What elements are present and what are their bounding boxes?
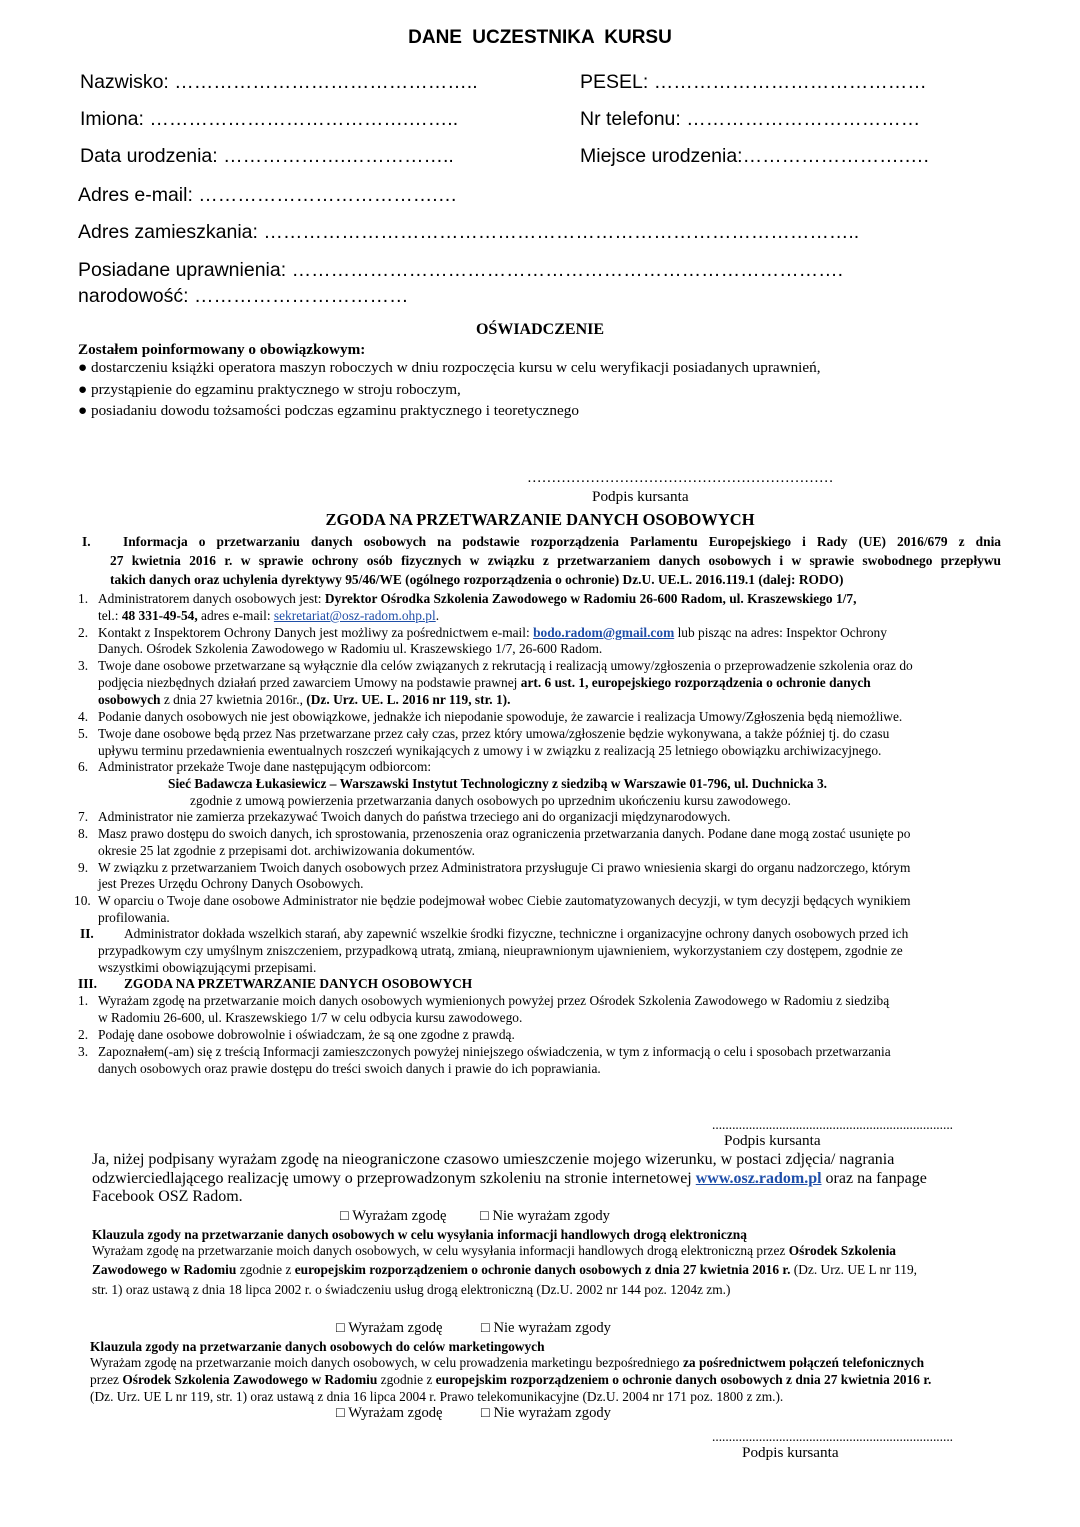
statement-item: ● dostarczeniu książki operatora maszyn roboczych w dniu rozpoczęcia kursu w celu weryfikacji posiadanych uprawnień, [78,359,821,376]
signature-label: Podpis kursanta [724,1132,821,1149]
qualifications-field[interactable]: Posiadane uprawnienia: …………………………………………………………………………. [78,259,843,281]
list-item: 5. Twoje dane osobowe będą przez Nas przetwarzane przez cały czas, przez który umowa/zgłoszenie będzie wykonywana, a także później tj. do czasu [78,726,890,741]
email-link[interactable]: sekretariat@osz-radom.ohp.pl [273,608,436,623]
statement-item: ● przystąpienie do egzaminu praktycznego w stroju roboczym, [78,381,461,398]
pesel-field[interactable]: PESEL: …………………………………… [580,71,927,93]
list-item-continuation: Danych. Ośrodek Szkolenia Zawodowego w Radomiu ul. Kraszewskiego 1/7, 26-600 Radom. [98,641,603,656]
list-item: 6. Administrator przekaże Twoje dane następującym odbiorcom: [78,759,432,774]
list-item: 3. Zapoznałem(-am) się z treścią Informacji zamieszczonych powyżej niniejszego oświadczenia, w tym z informacją o celu i sposobach przetwarzania [78,1044,891,1059]
section-text: Administrator dokłada wszelkich starań, aby zapewnić wszelkie środki fizyczne, techniczne i organizacyjne ochrony danych osobowych przed ich [124,926,909,941]
list-item: 2. Kontakt z Inspektorem Ochrony Danych jest możliwy za pośrednictwem e-mail: bodo.radom@gmail.com lub pisząc na adres: Inspektor Ochrony [78,625,887,640]
clause-text: Wyrażam zgodę na przetwarzanie moich danych osobowych, w celu wysyłania informacji handlowych drogą elektroniczną przez Ośrodek Szkolenia [92,1243,896,1258]
list-item: 7. Administrator nie zamierza przekazywać Twoich danych do państwa trzeciego ani do organizacji międzynarodowych. [78,809,731,824]
signature-line[interactable]: ........................................................................ [712,1117,954,1132]
section-number: III. [78,976,97,991]
signature-line[interactable]: ……………………………………………………… [527,470,834,486]
consent-no-checkbox[interactable]: □ Nie wyrażam zgody [480,1208,610,1224]
address-field[interactable]: Adres zamieszkania: ……………………………………………………………………………….. [78,221,860,243]
gdpr-info-line: 27 kwietnia 2016 r. w sprawie ochrony osób fizycznych w związku z przetwarzaniem danych osobowych i w sprawie swobodnego przepływu [110,553,1001,568]
surname-field[interactable]: Nazwisko: ……………………………………….. [80,71,478,93]
consent-yes-checkbox[interactable]: □ Wyrażam zgodę [340,1208,447,1224]
recipient-name: Sieć Badawcza Łukasiewicz – Warszawski Instytut Technologiczny z siedzibą w Warszawie 01-796, ul. Duchnicka 3. [168,776,828,791]
list-item-continuation: jest Prezes Urzędu Ochrony Danych Osobowych. [98,876,364,891]
email-field[interactable]: Adres e-mail: ……………………………….… [78,184,458,206]
clause-text: Zawodowego w Radomiu zgodnie z europejskim rozporządzeniem o ochronie danych osobowych z dnia 27 kwietnia 2016 r. (Dz. Urz. UE L nr 119, [92,1262,917,1277]
consent-heading: ZGODA NA PRZETWARZANIE DANYCH OSOBOWYCH [325,510,755,529]
clause-heading: Klauzula zgody na przetwarzanie danych osobowych w celu wysyłania informacji handlowych drogą elektroniczną [92,1227,747,1242]
birth-date-field[interactable]: Data urodzenia: ……………….…………….. [80,145,454,167]
consent-no-checkbox[interactable]: □ Nie wyrażam zgody [481,1320,611,1336]
gdpr-info-line: Informacja o przetwarzaniu danych osobowych na podstawie rozporządzenia Parlamentu Europejskiego i Rady (UE) 2016/679 z dnia [123,534,1001,549]
list-item: 3. Twoje dane osobowe przetwarzane są wyłącznie dla celów związanych z rekrutacją i realizacją umowy/zgłoszenia o przeprowadzenie szkolenia oraz do [78,658,913,673]
list-item: 1. Administratorem danych osobowych jest: Dyrektor Ośrodka Szkolenia Zawodowego w Radomiu 26-600 Radom, ul. Kraszewskiego 1/7, [78,591,857,606]
birth-place-field[interactable]: Miejsce urodzenia:…………………….…. [580,145,929,167]
clause-heading: Klauzula zgody na przetwarzanie danych osobowych do celów marketingowych [90,1339,545,1354]
list-item-continuation: profilowania. [98,910,170,925]
website-link[interactable]: www.osz.radom.pl [695,1170,822,1187]
section-text: wszystkimi obowiązującymi przepisami. [98,960,317,975]
consent-yes-checkbox[interactable]: □ Wyrażam zgodę [336,1405,443,1421]
statement-item: ● posiadaniu dowodu tożsamości podczas egzaminu praktycznego i teoretycznego [78,402,579,419]
clause-text: (Dz. Urz. UE L nr 119, str. 1) oraz ustawą z dnia 16 lipca 2004 r. Prawo telekomunikacyjne (Dz.U. 2004 nr 171 poz. 1800 z zm.). [90,1389,784,1404]
list-item: 1. Wyrażam zgodę na przetwarzanie moich danych osobowych wymienionych powyżej przez Ośrodek Szkolenia Zawodowego w Radomiu z siedzibą [78,993,890,1008]
section-number: II. [80,926,94,941]
email-link[interactable]: bodo.radom@gmail.com [533,625,675,640]
list-item-continuation: zgodnie z umową powierzenia przetwarzania danych osobowych po uprzednim ukończeniu kursu zawodowego. [190,793,791,808]
clause-text: str. 1) oraz ustawą z dnia 18 lipca 2002 r. o świadczeniu usług drogą elektroniczną (Dz.U. 2002 nr 144 poz. 1204z zm.) [92,1282,731,1297]
first-names-field[interactable]: Imiona: ………………………………….…….. [80,108,459,130]
statement-heading: OŚWIADCZENIE [475,321,605,338]
list-item-continuation: okresie 25 lat zgodnie z przepisami dot. archiwizowania dokumentów. [98,843,475,858]
nationality-field[interactable]: narodowość: …………………………… [78,285,409,307]
list-item: 10. W oparciu o Twoje dane osobowe Administrator nie będzie podejmował wobec Ciebie zautomatyzowanych decyzji, w tym decyzji będących wynikiem [74,893,911,908]
signature-label: Podpis kursanta [592,488,689,505]
consent-yes-checkbox[interactable]: □ Wyrażam zgodę [336,1320,443,1336]
list-item-continuation: podjęcia niezbędnych działań przed zawarciem Umowy na podstawie prawnej art. 6 ust. 1, europejskiego rozporządzenia o ochronie danych [98,675,871,690]
section-number: I. [82,534,91,549]
image-consent-text: Facebook OSZ Radom. [92,1188,243,1205]
list-item-continuation: upływu terminu przedawnienia ewentualnych roszczeń wynikających z umowy i w związku z realizacją 25 letniego obowiązku archiwizacyjnego. [98,743,882,758]
list-item: 8. Masz prawo dostępu do swoich danych, ich sprostowania, przenoszenia oraz ograniczenia przetwarzania danych. Podane dane mogą zostać usunięte po [78,826,911,841]
list-item: 2. Podaję dane osobowe dobrowolnie i oświadczam, że są one zgodne z prawdą. [78,1027,515,1042]
signature-line[interactable]: ........................................................................ [712,1429,954,1444]
section-text: przypadkowym czy umyślnym zniszczeniem, przypadkową utratą, zmianą, nieuprawnionym ujawnieniem, wykorzystaniem czy dostępem, zgodnie ze [98,943,903,958]
page-title: DANE UCZESTNIKA KURSU [408,27,672,48]
clause-text: przez Ośrodek Szkolenia Zawodowego w Radomiu zgodnie z europejskim rozporządzeniem o ochronie danych osobowych z dnia 27 kwietnia 2016 r. [90,1372,932,1387]
list-item: 4. Podanie danych osobowych nie jest obowiązkowe, jednakże ich niepodanie spowoduje, że zawarcie i realizacja Umowy/Zgłoszenia będą niemożliwe. [78,709,903,724]
section-heading: ZGODA NA PRZETWARZANIE DANYCH OSOBOWYCH [124,976,473,991]
signature-label: Podpis kursanta [742,1444,839,1461]
statement-intro: Zostałem poinformowany o obowiązkowym: [78,341,366,358]
list-item-continuation: danych osobowych oraz prawie dostępu do treści swoich danych i prawie do ich poprawiania. [98,1061,601,1076]
list-item-continuation: tel.: 48 331-49-54, adres e-mail: sekretariat@osz-radom.ohp.pl. [98,608,440,623]
clause-text: Wyrażam zgodę na przetwarzanie moich danych osobowych, w celu prowadzenia marketingu bezpośredniego za pośrednictwem połączeń telefonicznych [90,1355,925,1370]
gdpr-info-line: takich danych oraz uchylenia dyrektywy 95/46/WE (ogólnego rozporządzenia o ochronie) Dz.U. UE.L. 2016.119.1 (dalej: RODO) [110,572,844,587]
consent-no-checkbox[interactable]: □ Nie wyrażam zgody [481,1405,611,1421]
image-consent-text: Ja, niżej podpisany wyrażam zgodę na nieograniczone czasowo umieszczenie mojego wizerunku, w postaci zdjęcia/ nagrania [92,1151,895,1168]
list-item-continuation: w Radomiu 26-600, ul. Kraszewskiego 1/7 w celu odbycia kursu zawodowego. [98,1010,523,1025]
list-item: 9. W związku z przetwarzaniem Twoich danych osobowych przez Administratora przysługuje Ci prawo wniesienia skargi do organu nadzorczego, którym [78,860,911,875]
phone-field[interactable]: Nr telefonu: ……………………………… [580,108,921,130]
list-item-continuation: osobowych z dnia 27 kwietnia 2016r., (Dz. Urz. UE. L. 2016 nr 119, str. 1). [98,692,511,707]
image-consent-text: odzwierciedlającego realizację umowy o przeprowadzonym szkoleniu na stronie internetowej www.osz.radom.pl oraz na fanpage [92,1170,927,1187]
